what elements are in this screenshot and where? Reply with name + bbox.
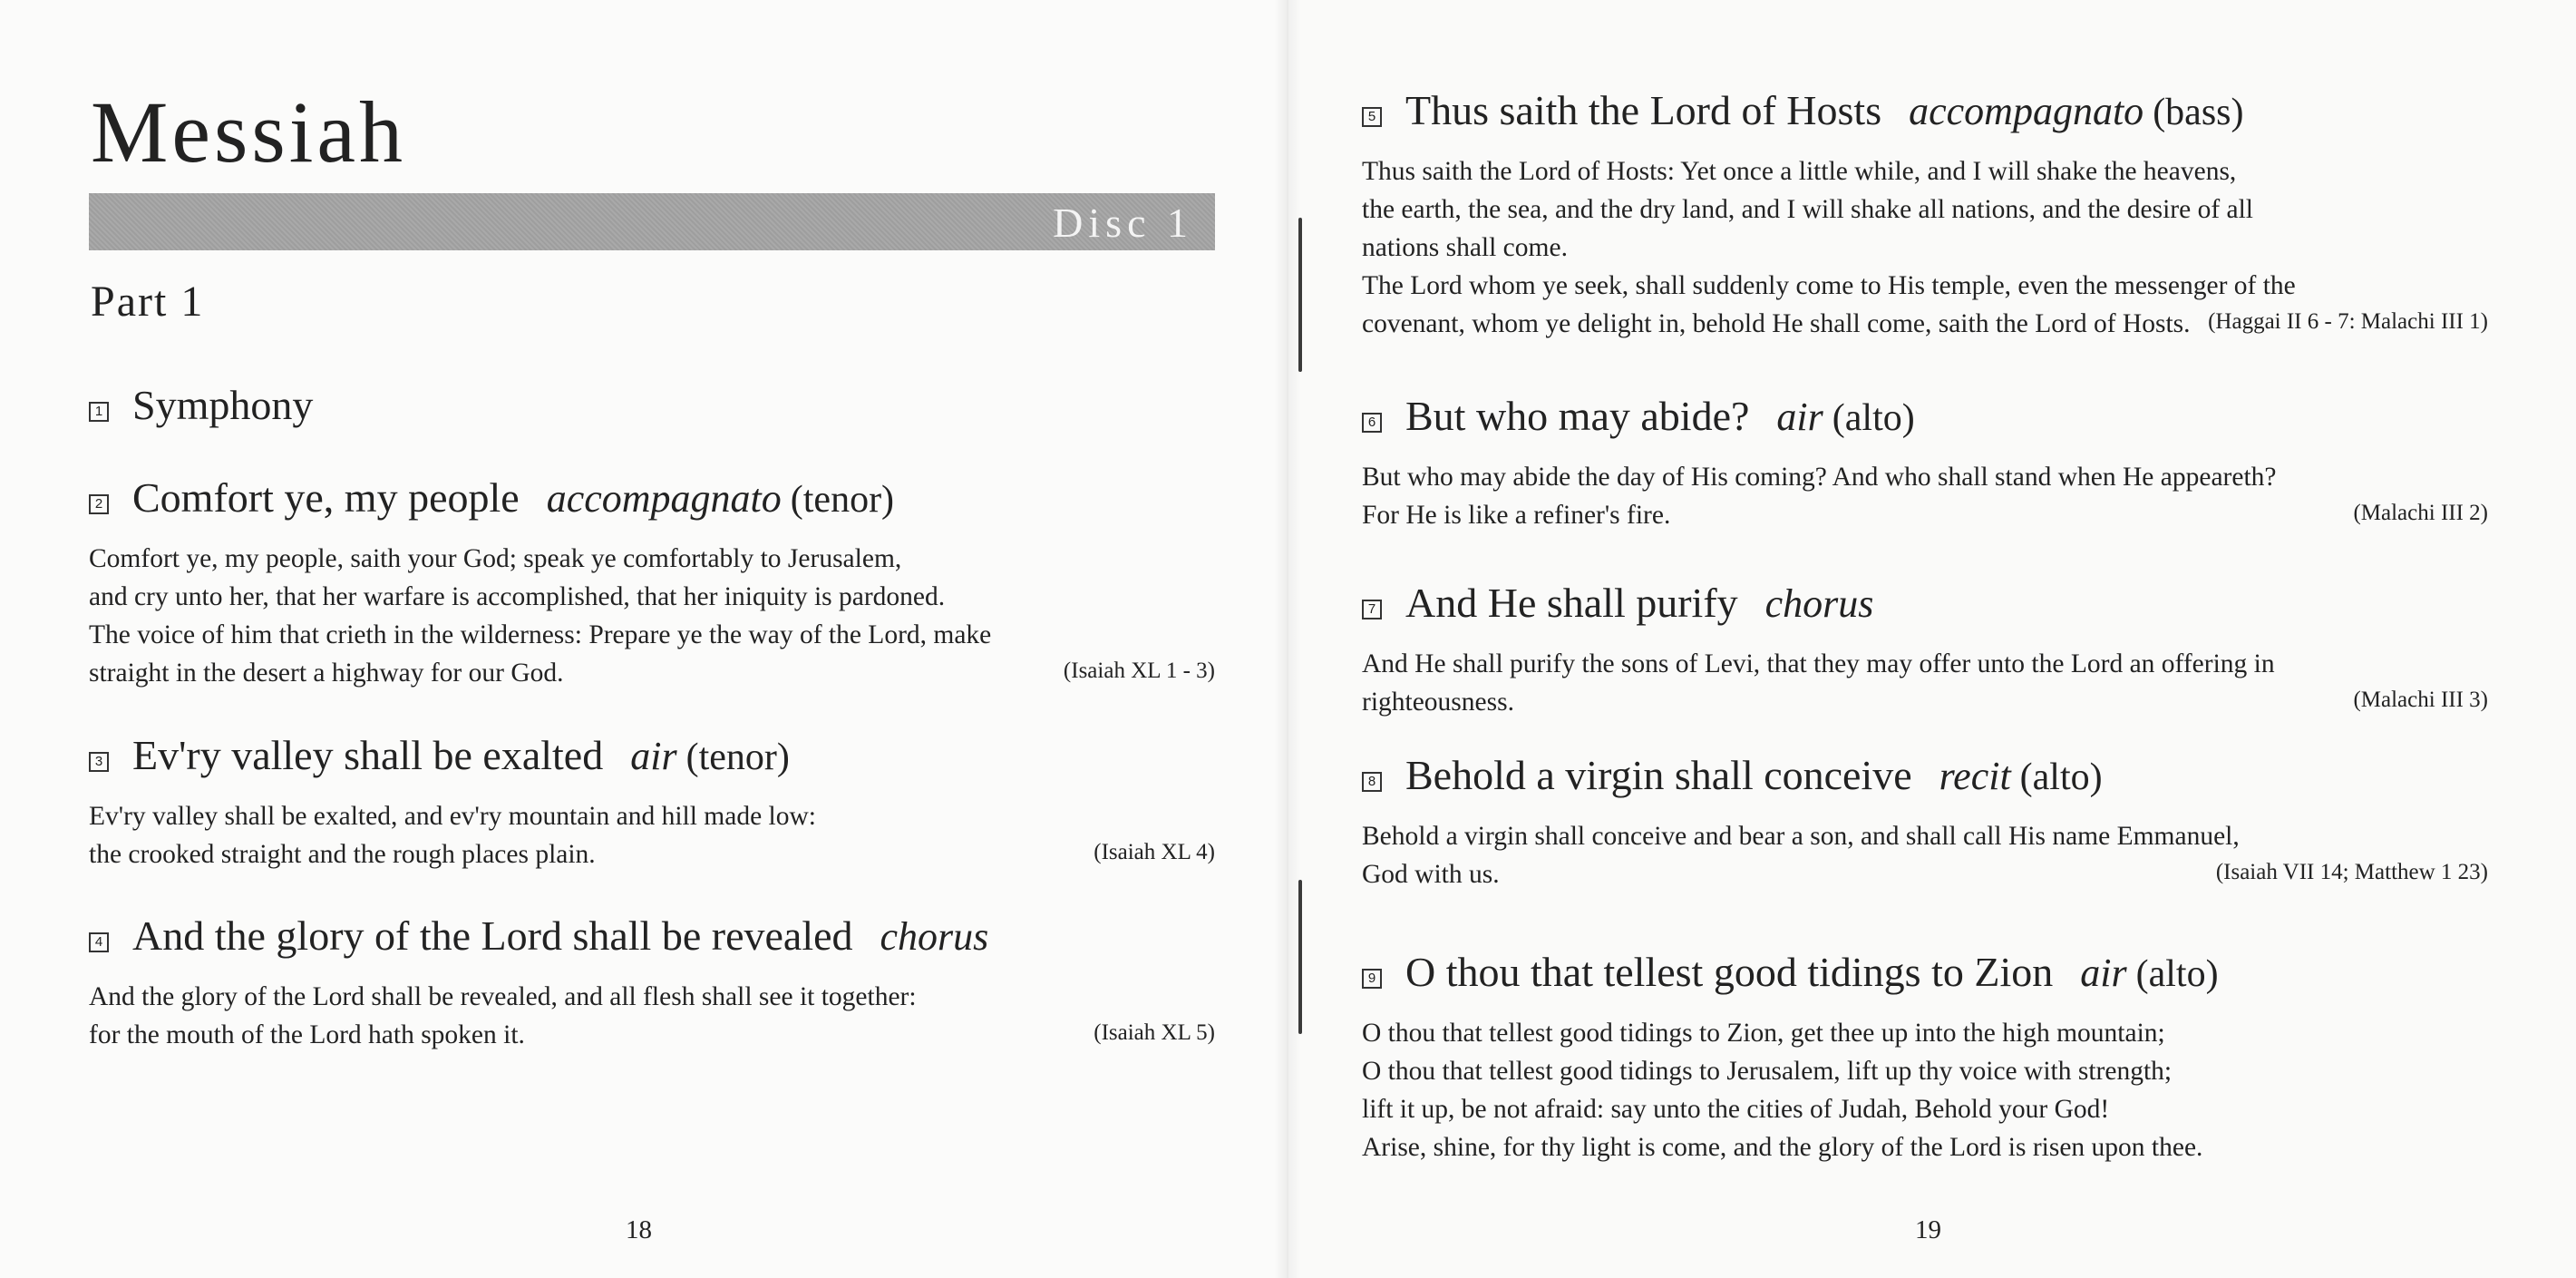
text-line <box>89 797 1215 835</box>
movement-title: Comfort ye, my people <box>132 474 520 521</box>
text-line-content: The voice of him that crieth in the wilderness: Prepare ye the way of the Lord, make <box>89 620 992 649</box>
text-line-content: and cry unto her, that her warfare is accomplished, that her iniquity is pardoned. <box>89 582 946 611</box>
movement-voice: (alto) <box>1832 397 1915 439</box>
text-line-content: Arise, shine, for thy light is come, and the glory of the Lord is risen upon thee. <box>1362 1133 2203 1162</box>
page-number-left: 18 <box>626 1215 652 1244</box>
text-line-content: And He shall purify the sons of Levi, that they may offer unto the Lord an offering in <box>1362 649 2275 678</box>
movement-5 <box>1362 86 2488 343</box>
track-number-box: 5 <box>1362 107 1382 127</box>
scripture-reference: (Isaiah XL 5) <box>1094 1020 1215 1045</box>
text-line-content: for the mouth of the Lord hath spoken it. <box>89 1020 525 1049</box>
movement-type: accompagnato <box>546 476 782 521</box>
text-line <box>89 540 1215 578</box>
scripture-reference: (Malachi III 3) <box>2353 688 2488 712</box>
movement-text <box>89 797 1215 873</box>
movement-heading <box>1362 392 2488 440</box>
staple-bottom <box>1298 880 1302 1034</box>
movement-title: And the glory of the Lord shall be revealed <box>132 912 853 959</box>
text-line-content: lift it up, be not afraid: say unto the cities of Judah, Behold your God! <box>1362 1095 2110 1124</box>
text-line <box>1362 496 2488 534</box>
text-line-content: the earth, the sea, and the dry land, and I will shake all nations, and the desire of all <box>1362 195 2254 224</box>
text-line-content: Comfort ye, my people, saith your God; speak ye comfortably to Jerusalem, <box>89 544 902 573</box>
track-number-box: 1 <box>89 402 109 422</box>
text-line-content: God with us. <box>1362 860 1500 889</box>
movement-heading <box>89 731 1215 779</box>
movement-heading <box>1362 948 2488 996</box>
part-heading: Part 1 <box>91 278 205 326</box>
text-line <box>1362 1014 2488 1052</box>
movement-type: air <box>2080 951 2127 995</box>
movement-6 <box>1362 392 2488 534</box>
movement-voice: (tenor) <box>685 737 790 778</box>
text-line <box>1362 645 2488 683</box>
text-line <box>1362 152 2488 190</box>
movement-voice: (alto) <box>2135 953 2219 995</box>
scripture-reference: (Isaiah XL 4) <box>1094 840 1215 864</box>
movement-text <box>89 978 1215 1054</box>
track-number-box: 6 <box>1362 413 1382 433</box>
text-line <box>1362 1128 2488 1166</box>
scripture-reference: (Malachi III 2) <box>2353 501 2488 525</box>
text-line-content: straight in the desert a highway for our God. <box>89 659 564 688</box>
text-line <box>89 578 1215 616</box>
text-line <box>89 835 1215 873</box>
movement-type: accompagnato <box>1909 89 2144 133</box>
movement-heading <box>1362 86 2488 134</box>
text-line-content: O thou that tellest good tidings to Zion, get thee up into the high mountain; <box>1362 1019 2165 1048</box>
staple-top <box>1298 218 1302 372</box>
page-title: Messiah <box>91 83 406 180</box>
movement-text <box>1362 152 2488 343</box>
scripture-reference: (Isaiah VII 14; Matthew 1 23) <box>2215 860 2488 884</box>
scripture-reference: (Haggai II 6 - 7: Malachi III 1) <box>2208 309 2488 334</box>
text-line-content: the crooked straight and the rough places plain. <box>89 840 596 869</box>
text-line <box>1362 817 2488 855</box>
movement-text <box>89 540 1215 692</box>
movement-type: chorus <box>1764 581 1874 626</box>
text-line <box>1362 190 2488 229</box>
movement-3 <box>89 731 1215 873</box>
movement-title: O thou that tellest good tidings to Zion <box>1405 949 2054 995</box>
track-number-box: 4 <box>89 932 109 952</box>
movement-type: recit <box>1939 754 2011 798</box>
movement-type: air <box>630 734 677 778</box>
text-line <box>89 616 1215 654</box>
track-number-box: 9 <box>1362 969 1382 989</box>
movement-voice: (alto) <box>2019 756 2103 798</box>
movement-title: Behold a virgin shall conceive <box>1405 752 1912 798</box>
movement-4 <box>89 912 1215 1054</box>
text-line-content: covenant, whom ye delight in, behold He shall come, saith the Lord of Hosts. <box>1362 309 2191 338</box>
text-line-content: The Lord whom ye seek, shall suddenly come to His temple, even the messenger of the <box>1362 271 2296 300</box>
book-gutter <box>1274 0 1301 1278</box>
text-line <box>1362 267 2488 305</box>
movement-title: But who may abide? <box>1405 393 1750 439</box>
movement-title: Thus saith the Lord of Hosts <box>1405 87 1882 133</box>
movement-title: Ev'ry valley shall be exalted <box>132 732 604 778</box>
text-line <box>1362 855 2488 893</box>
text-line <box>89 654 1215 692</box>
movement-type: chorus <box>880 914 989 959</box>
text-line <box>1362 458 2488 496</box>
text-line <box>1362 683 2488 721</box>
text-line-content: O thou that tellest good tidings to Jerusalem, lift up thy voice with strength; <box>1362 1057 2173 1086</box>
text-line <box>89 978 1215 1016</box>
movement-heading <box>89 381 1215 429</box>
text-line-content: righteousness. <box>1362 688 1514 717</box>
text-line <box>1362 305 2488 343</box>
text-line <box>1362 1090 2488 1128</box>
text-line <box>1362 1052 2488 1090</box>
right-page <box>1288 0 2576 1278</box>
track-number-box: 7 <box>1362 600 1382 619</box>
movement-text <box>1362 458 2488 534</box>
movement-heading <box>1362 751 2488 799</box>
text-line <box>89 1016 1215 1054</box>
movement-type: air <box>1776 395 1823 439</box>
movement-heading <box>89 912 1215 960</box>
movement-title: And He shall purify <box>1405 580 1738 626</box>
track-number-box: 8 <box>1362 772 1382 792</box>
disc-label: Disc 1 <box>1053 200 1193 246</box>
movement-heading <box>1362 579 2488 627</box>
scripture-reference: (Isaiah XL 1 - 3) <box>1063 659 1215 683</box>
text-line-content: And the glory of the Lord shall be revealed, and all flesh shall see it together: <box>89 982 917 1011</box>
text-line-content: For He is like a refiner's fire. <box>1362 501 1671 530</box>
text-line-content: Behold a virgin shall conceive and bear a son, and shall call His name Emmanuel, <box>1362 822 2240 851</box>
track-number-box: 3 <box>89 752 109 772</box>
text-line <box>1362 229 2488 267</box>
movement-text <box>1362 645 2488 721</box>
track-number-box: 2 <box>89 494 109 514</box>
disc-banner <box>89 193 1215 250</box>
text-line-content: Thus saith the Lord of Hosts: Yet once a little while, and I will shake the heavens, <box>1362 157 2237 186</box>
movement-text <box>1362 1014 2488 1166</box>
movement-text <box>1362 817 2488 893</box>
movement-7 <box>1362 579 2488 721</box>
movement-2 <box>89 473 1215 692</box>
movement-9 <box>1362 948 2488 1166</box>
movement-voice: (tenor) <box>790 479 895 521</box>
movement-8 <box>1362 751 2488 893</box>
text-line-content: But who may abide the day of His coming? And who shall stand when He appeareth? <box>1362 463 2277 492</box>
movement-heading <box>89 473 1215 522</box>
text-line-content: nations shall come. <box>1362 233 1568 262</box>
text-line-content: Ev'ry valley shall be exalted, and ev'ry mountain and hill made low: <box>89 802 816 831</box>
movement-1 <box>89 381 1215 429</box>
movement-voice: (bass) <box>2153 92 2244 133</box>
page-number-right: 19 <box>1915 1215 1941 1244</box>
movement-title: Symphony <box>132 382 314 428</box>
